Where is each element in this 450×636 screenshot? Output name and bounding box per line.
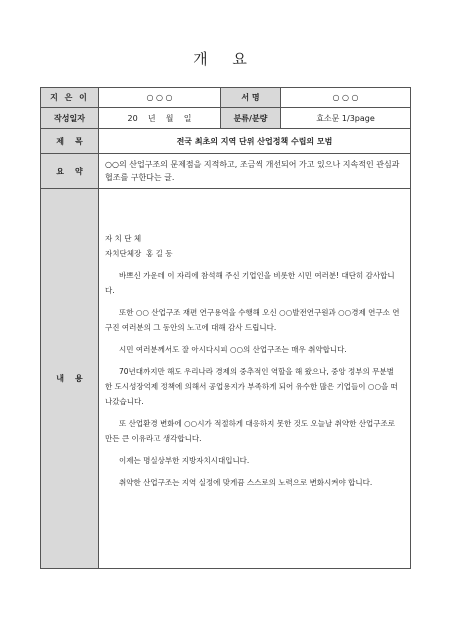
content-paragraph: 또 산업환경 변화에 ○○시가 적절하게 대응하지 못한 것도 오늘날 취약한 산업구조로 만든 큰 이유라고 생각합니다. (105, 419, 396, 443)
content-signer: 자치단체장 홍 길 동 (105, 249, 173, 258)
date-label: 작성일자 (41, 108, 99, 129)
summary-form (40, 87, 411, 569)
author-label: 지 은 이 (41, 88, 99, 108)
page-title: 개 요 (193, 50, 257, 68)
category-label: 분류/분량 (221, 108, 281, 129)
date-value: 20 년 월 일 (99, 108, 221, 129)
content-label: 내 용 (41, 189, 99, 569)
content-paragraph: 70년대까지만 해도 우리나라 경제의 중추적인 역할을 해 왔으나, 중앙 정부의 무분별한 도시성장억제 정책에 의해서 공업용지가 부족하게 되어 유수한 많은 기업들이 ○○을 떠나갔습니다. (105, 367, 398, 406)
content-org: 자 치 단 체 (105, 234, 142, 243)
content-paragraph: 이제는 명실상부한 지방자치시대입니다. (119, 456, 250, 465)
subject-label: 제 목 (41, 129, 99, 154)
content-body (99, 189, 411, 569)
content-paragraph: 시민 여러분께서도 잘 아시다시피 ○○의 산업구조는 매우 취약합니다. (119, 345, 347, 354)
summary-label: 요 약 (41, 154, 99, 189)
content-paragraph: 또한 ○○ 산업구조 재편 연구용역을 수행해 오신 ○○발전연구원과 ○○경제 연구소 연구진 여러분의 그 동안의 노고에 대해 감사 드립니다. (105, 308, 400, 332)
category-value: 효소문 1/3page (281, 108, 411, 129)
summary-value: ○○의 산업구조의 문제점을 지적하고, 조금씩 개선되어 가고 있으나 지속적인 관심과 협조를 구한다는 글. (99, 154, 411, 189)
subject-value: 전국 최초의 지역 단위 산업정책 수립의 모범 (99, 129, 411, 154)
signature-label: 서 명 (221, 88, 281, 108)
content-paragraph: 바쁘신 가운데 이 자리에 참석해 주신 기업인을 비롯한 시민 여러분! 대단히 감사합니다. (105, 271, 395, 295)
signature-value: ○ ○ ○ (281, 88, 411, 108)
content-paragraph: 취약한 산업구조는 지역 실정에 맞게끔 스스로의 노력으로 변화시켜야 합니다. (119, 478, 373, 487)
author-value: ○ ○ ○ (99, 88, 221, 108)
